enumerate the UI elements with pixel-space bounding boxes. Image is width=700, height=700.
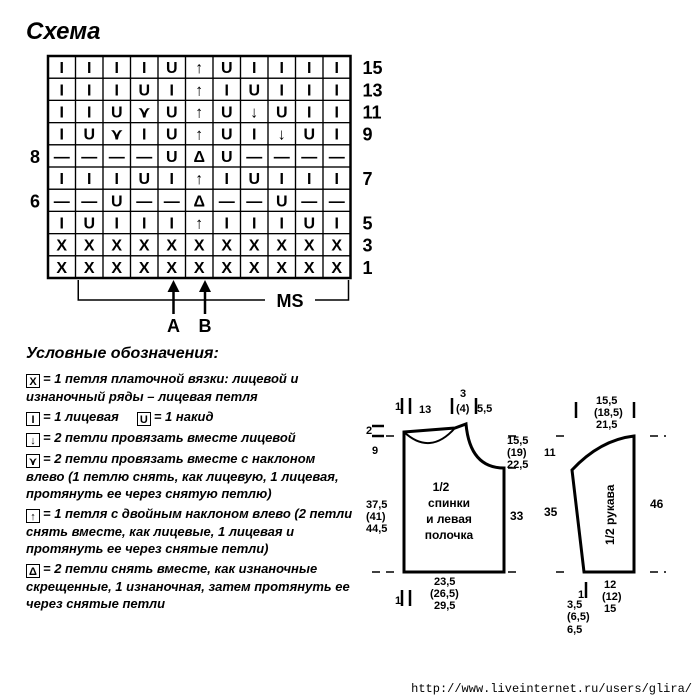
- chart-cell-symbol: —: [53, 148, 70, 166]
- chart-cell-symbol: X: [166, 237, 178, 255]
- chart-cell-symbol: U: [110, 193, 123, 211]
- chart-cell-symbol: U: [138, 82, 151, 100]
- chart-cell-symbol: I: [334, 60, 339, 78]
- chart-cell-symbol: I: [252, 126, 257, 144]
- chart-cell-symbol: I: [307, 60, 312, 78]
- chart-cell-symbol: U: [303, 126, 316, 144]
- chart-cell-symbol: X: [56, 237, 68, 255]
- chart-cell-symbol: U: [165, 126, 178, 144]
- chart-cell-symbol: ⋎: [110, 126, 124, 144]
- chart-cell-symbol: I: [142, 60, 147, 78]
- chart-cell-symbol: —: [328, 148, 345, 166]
- chart-cell-symbol: —: [246, 148, 263, 166]
- chart-cell-symbol: U: [275, 104, 288, 122]
- sleeve-top-2: (18,5): [594, 407, 623, 419]
- body-width-1: 37,5: [366, 499, 388, 511]
- shoulder-drop-label: 2: [366, 425, 373, 437]
- ms-label: MS: [276, 291, 304, 311]
- chart-cell-symbol: U: [303, 215, 316, 233]
- chart-cell-symbol: I: [252, 215, 257, 233]
- legend-symbol-icon: ↓: [26, 433, 40, 447]
- chart-cell-symbol: ↑: [195, 171, 204, 189]
- row-number-right: 1: [362, 257, 373, 278]
- chart-cell-symbol: I: [114, 215, 119, 233]
- armhole-side-label: 11: [544, 447, 556, 459]
- chart-cell-symbol: ↑: [195, 215, 204, 233]
- piece-label-2: спинки: [428, 496, 470, 510]
- row-number-right: 9: [362, 124, 373, 145]
- chart-cell-symbol: I: [224, 82, 229, 100]
- chart-cell-symbol: I: [59, 60, 64, 78]
- legend-symbol-icon: ⋎: [26, 454, 40, 468]
- chart-cell-symbol: I: [59, 104, 64, 122]
- body-width-2: (41): [366, 511, 386, 523]
- sleeve-cuff-3: 6,5: [567, 624, 583, 636]
- chart-cell-symbol: —: [81, 193, 98, 211]
- chart-cell-symbol: U: [248, 171, 261, 189]
- chart-cell-symbol: I: [114, 171, 119, 189]
- chart-cell-symbol: I: [279, 171, 284, 189]
- chart-cell-symbol: ↑: [195, 104, 204, 122]
- chart-cell-symbol: I: [169, 171, 174, 189]
- armhole-depth-3: 22,5: [507, 459, 529, 471]
- legend-text: = 2 петли снять вместе, как изнаночные скрещенные, 1 изнаночная, затем протянуть ее через снятые петли: [26, 561, 350, 611]
- sleeve-cuff-2: (6,5): [567, 611, 590, 623]
- chart-cell-symbol: —: [136, 193, 153, 211]
- chart-cell-symbol: —: [81, 148, 98, 166]
- chart-cell-symbol: I: [87, 60, 92, 78]
- chart-cell-symbol: X: [56, 259, 68, 277]
- chart-cell-symbol: X: [276, 237, 288, 255]
- chart-cell-symbol: I: [114, 82, 119, 100]
- chart-cell-symbol: U: [165, 148, 178, 166]
- chart-cell-symbol: X: [248, 237, 260, 255]
- chart-cell-symbol: I: [59, 171, 64, 189]
- top-width-label: 13: [419, 404, 432, 416]
- chart-cell-symbol: —: [328, 193, 345, 211]
- chart-cell-symbol: I: [169, 82, 174, 100]
- chart-cell-symbol: X: [303, 259, 315, 277]
- piece-label-3: и левая: [426, 512, 472, 526]
- neck-top-label: 3: [460, 388, 467, 400]
- legend-text: = 1 петля платочной вязки: лицевой и изнаночный ряды – лицевая петля: [26, 371, 299, 404]
- body-width-3: 44,5: [366, 523, 388, 535]
- body-height-33: 33: [510, 509, 524, 523]
- chart-cell-symbol: I: [142, 215, 147, 233]
- legend-symbol-icon: U: [137, 412, 151, 426]
- chart-cell-symbol: I: [334, 104, 339, 122]
- legend-text: = 2 петли провязать вместе лицевой: [43, 430, 296, 445]
- chart-cell-symbol: X: [221, 259, 233, 277]
- chart-cell-symbol: ⋎: [137, 104, 151, 122]
- piece-label-1: 1/2: [432, 480, 450, 494]
- chart-cell-symbol: X: [193, 237, 205, 255]
- sleeve-top-3: 21,5: [596, 419, 618, 431]
- chart-cell-symbol: ↑: [195, 82, 204, 100]
- chart-cell-symbol: I: [307, 82, 312, 100]
- chart-cell-symbol: —: [218, 193, 235, 211]
- neck-side-label: 5,5: [477, 403, 493, 415]
- chart-cell-symbol: I: [279, 60, 284, 78]
- chart-cell-symbol: U: [275, 193, 288, 211]
- sleeve-one-label: 1: [578, 589, 585, 601]
- legend-symbol-icon: I: [26, 412, 40, 426]
- neck-depth-label: 9: [372, 445, 379, 457]
- row-number-right: 7: [362, 169, 373, 190]
- chart-cell-symbol: U: [165, 60, 178, 78]
- legend-text: = 2 петли провязать вместе с наклоном влево (1 петлю снять, как лицевую, 1 лицевая, протянуть ее через снятую петлю): [26, 451, 339, 501]
- chart-cell-symbol: I: [87, 171, 92, 189]
- chart-cell-symbol: X: [303, 237, 315, 255]
- bottom-width-3: 29,5: [434, 600, 456, 612]
- chart-cell-symbol: I: [279, 215, 284, 233]
- chart-cell-symbol: I: [87, 82, 92, 100]
- chart-cell-symbol: ↑: [195, 60, 204, 78]
- chart-cell-symbol: U: [248, 82, 261, 100]
- chart-cell-symbol: X: [193, 259, 205, 277]
- chart-cell-symbol: U: [83, 126, 96, 144]
- chart-cell-symbol: I: [87, 104, 92, 122]
- chart-cell-symbol: —: [53, 193, 70, 211]
- marker-label: A: [167, 316, 180, 336]
- page-title: Схема: [26, 18, 101, 45]
- sleeve-length-label: 46: [650, 497, 664, 511]
- legend-symbol-icon: Δ: [26, 564, 40, 578]
- chart-cell-symbol: ↓: [277, 126, 286, 144]
- sleeve-bottom-2: (12): [602, 591, 622, 603]
- chart-cell-symbol: I: [224, 215, 229, 233]
- chart-cell-symbol: X: [276, 259, 288, 277]
- chart-cell-symbol: I: [334, 215, 339, 233]
- chart-cell-symbol: U: [138, 171, 151, 189]
- chart-cell-symbol: I: [59, 215, 64, 233]
- sleeve-bottom-1: 12: [604, 579, 617, 591]
- row-number-right: 3: [362, 235, 373, 256]
- chart-cell-symbol: X: [111, 237, 123, 255]
- legend-text: = 1 петля с двойным наклоном влево (2 петли снять вместе, как лицевые, 1 лицевая и протянуть ее через снятые петли): [26, 506, 353, 556]
- one-bottom-label: 1: [395, 595, 402, 607]
- row-number-right: 13: [362, 80, 383, 101]
- chart-cell-symbol: —: [246, 193, 263, 211]
- chart-cell-symbol: U: [220, 60, 233, 78]
- legend-symbol-icon: X: [26, 374, 40, 388]
- one-top-label: 1: [395, 401, 402, 413]
- chart-cell-symbol: —: [136, 148, 153, 166]
- row-number-left: 6: [30, 191, 41, 212]
- chart-cell-symbol: I: [114, 60, 119, 78]
- chart-cell-symbol: X: [138, 259, 150, 277]
- chart-cell-symbol: I: [224, 171, 229, 189]
- chart-cell-symbol: X: [331, 237, 343, 255]
- chart-cell-symbol: I: [169, 215, 174, 233]
- chart-cell-symbol: I: [59, 82, 64, 100]
- chart-cell-symbol: I: [307, 171, 312, 189]
- chart-cell-symbol: U: [165, 104, 178, 122]
- chart-cell-symbol: —: [163, 193, 180, 211]
- row-number-left: 8: [30, 146, 41, 167]
- armhole-depth-2: (19): [507, 447, 527, 459]
- chart-cell-symbol: U: [220, 148, 233, 166]
- body-height-35: 35: [544, 505, 558, 519]
- watermark: http://www.liveinternet.ru/users/glira/: [411, 682, 692, 696]
- chart-cell-symbol: ↓: [250, 104, 259, 122]
- chart-cell-symbol: —: [108, 148, 125, 166]
- sleeve-top-1: 15,5: [596, 395, 618, 407]
- chart-cell-symbol: ↑: [195, 126, 204, 144]
- chart-cell-symbol: X: [166, 259, 178, 277]
- chart-cell-symbol: U: [110, 104, 123, 122]
- chart-cell-symbol: —: [273, 148, 290, 166]
- chart-cell-symbol: Δ: [193, 148, 205, 166]
- bottom-width-1: 23,5: [434, 576, 456, 588]
- legend-title: Условные обозначения:: [26, 345, 219, 362]
- chart-cell-symbol: U: [220, 104, 233, 122]
- chart-cell-symbol: —: [301, 193, 318, 211]
- chart-cell-symbol: I: [252, 60, 257, 78]
- chart-cell-symbol: X: [248, 259, 260, 277]
- chart-cell-symbol: X: [221, 237, 233, 255]
- row-number-right: 5: [362, 213, 373, 234]
- bottom-width-2: (26,5): [430, 588, 459, 600]
- chart-cell-symbol: U: [220, 126, 233, 144]
- neck-paren-label: (4): [456, 403, 470, 415]
- legend-symbol-icon: ↑: [26, 509, 40, 523]
- chart-cell-symbol: —: [301, 148, 318, 166]
- row-number-right: 11: [362, 102, 382, 123]
- chart-cell-symbol: I: [142, 126, 147, 144]
- chart-cell-symbol: I: [307, 104, 312, 122]
- armhole-depth-1: 15,5: [507, 435, 529, 447]
- legend-text: = 1 накид: [153, 409, 214, 424]
- marker-label: B: [198, 316, 212, 336]
- chart-cell-symbol: X: [138, 237, 150, 255]
- row-number-right: 15: [362, 58, 383, 79]
- chart-cell-symbol: I: [334, 126, 339, 144]
- sleeve-cuff-1: 3,5: [567, 599, 583, 611]
- sleeve-bottom-3: 15: [604, 603, 617, 615]
- sleeve-label: 1/2 рукава: [603, 484, 617, 545]
- piece-label-4: полочка: [424, 528, 474, 542]
- chart-cell-symbol: X: [111, 259, 123, 277]
- chart-cell-symbol: I: [279, 82, 284, 100]
- chart-cell-symbol: X: [83, 259, 95, 277]
- chart-cell-symbol: Δ: [193, 193, 205, 211]
- chart-cell-symbol: U: [83, 215, 96, 233]
- legend-text: = 1 лицевая: [43, 409, 119, 424]
- chart-cell-symbol: X: [331, 259, 343, 277]
- chart-cell-symbol: X: [83, 237, 95, 255]
- chart-cell-symbol: I: [334, 171, 339, 189]
- chart-cell-symbol: I: [59, 126, 64, 144]
- chart-cell-symbol: I: [334, 82, 339, 100]
